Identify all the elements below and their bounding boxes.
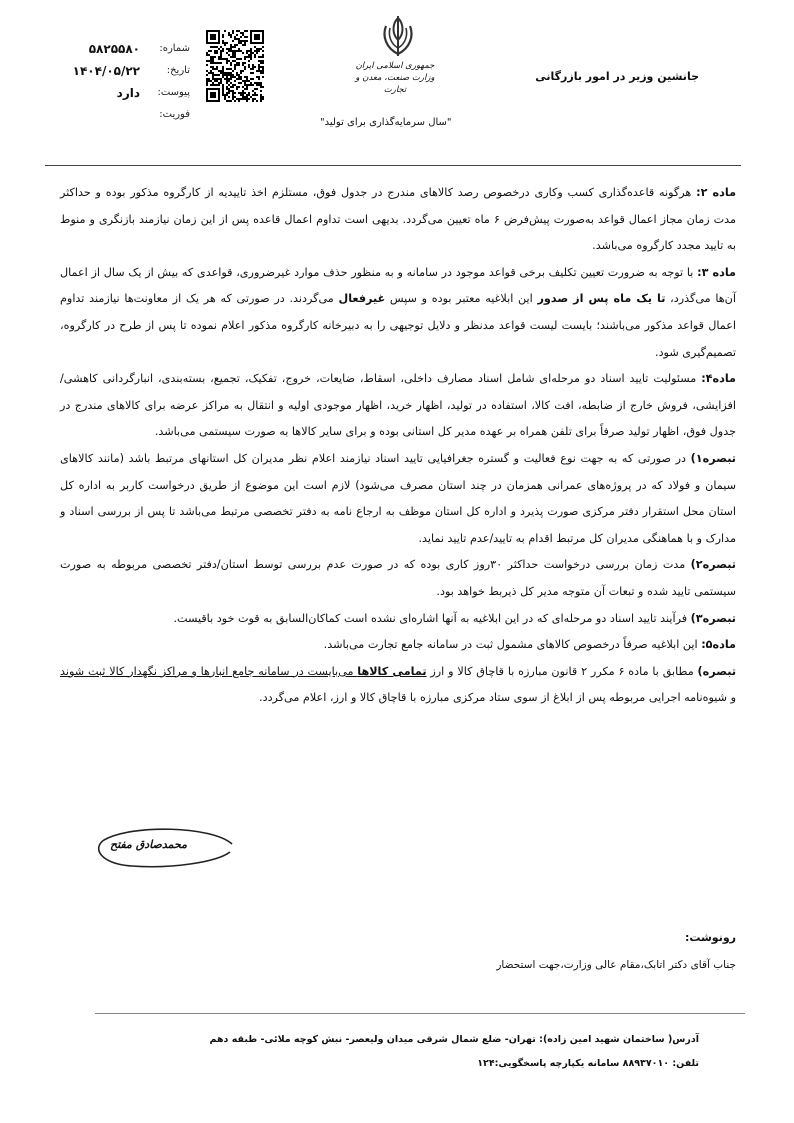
qr-code-icon <box>206 30 264 102</box>
letter-meta <box>60 38 190 126</box>
letter-number: ۵۸۲۵۵۸۰ <box>88 42 140 56</box>
signature <box>92 822 242 872</box>
meta-row-attachment: پیوست: دارد <box>60 82 190 104</box>
footer-phone: تلفن: ۸۸۹۳۷۰۱۰ سامانه یکپارچه پاسخگویی:۱۲۴ <box>477 1058 699 1069</box>
footer-divider <box>95 1013 745 1014</box>
note-3: تبصره۳) فرآیند تایید اسناد دو مرحله‌ای که در این ابلاغیه به آنها اشاره‌ای نشده است کماکان‌السابق به قوت خود باقیست. <box>173 611 736 625</box>
note-2: تبصره۲) مدت زمان بررسی درخواست حداکثر ۳۰روز کاری بوده که در صورت عدم بررسی توسط استان/دفتر تخصصی مربوطه به صورت سیستمی تایید شده و تبعات آن متوجه مدیر کل ذیربط خواهد بود. <box>60 558 736 598</box>
slogan: "سال سرمایه‌گذاری برای تولید" <box>320 117 452 128</box>
letter-date: ۱۴۰۴/۰۵/۲۲ <box>72 64 140 78</box>
header-divider <box>45 165 741 166</box>
footer-address: آدرس( ساختمان شهید امین زاده): تهران- ضلع شمال شرقی میدان ولیعصر- نبش کوچه ملائی- طبقه دهم <box>209 1034 699 1045</box>
note-1: تبصره۱) در صورتی که به جهت نوع فعالیت و گستره جغرافیایی تایید اسناد نیازمند اعلام نظر مدیران کل استانهای مرتبط باشد (مانند کالاهای سیمان و فولاد که در پروژه‌های عمرانی همزمان در چند استان مصرف می‌شود) لازم است این موضوع از طریق درخواست کاربر به اداره کل استان محل استقرار دفتر مرکزی صورت پذیرد و اداره کل استان موظف به ارجاع نامه به دفتر تخصصی مرتبط می‌باشد تا پس از بررسی اسناد و مدارک و با هماهنگی مدیران کل مرتبط اقدام به تایید/عدم تایید نماید. <box>60 451 736 545</box>
letter-body <box>60 180 736 712</box>
footer <box>210 1028 700 1076</box>
article-4: ماده۴: مسئولیت تایید اسناد دو مرحله‌ای شامل اسناد مصارف داخلی، اسقاط، ضایعات، خروج، تفکیک، تجمیع، بسته‌بندی، انبارگردانی کاهشی/ افزایشی، فروش خارج از ضابطه، افت کالا، استفاده در تولید، اظهار خرید، اظهار موجودی اولیه و انتقال به مراکز عرضه برای کالاهای مندرج در جدول فوق، اظهار تولید صرفاً برای تلفن همراه بر عهده مدیر کل استانی بوده و برای سایر کالاها به صورت سیستمی می‌باشد. <box>60 372 736 439</box>
article-2: ماده ۲: هرگونه قاعده‌گذاری کسب وکاری درخصوص رصد کالاهای مندرج در جدول فوق، مستلزم اخذ تاییدیه از کارگروه مذکور بوده و حداکثر مدت زمان مجاز اعمال قواعد به‌صورت پیش‌فرض ۶ ماه تعیین می‌گردد. بدیهی است تداوم اعمال قاعده پس از این زمان نیازمند بازنگری و منوط به تایید مجدد کارگروه می‌باشد. <box>60 186 737 253</box>
note-final: تبصره) مطابق با ماده ۶ مکرر ۲ قانون مبارزه با قاچاق کالا و ارز تمامی کالاها می‌بایست در سامانه جامع انبارها و مراکز نگهدار کالا ثبت شوند و شیوه‌نامه اجرایی مربوطه پس از ابلاغ از سوی ستاد مرکزی مبارزه با قاچاق کالا و ارز، اعلام می‌گردد. <box>60 664 737 705</box>
meta-row-urgency: فوریت: <box>159 109 190 120</box>
country-name: جمهوری اسلامی ایران <box>355 61 435 71</box>
article-3: ماده ۳: با توجه به ضرورت تعیین تکلیف برخی قواعد موجود در سامانه و به منظور حذف موارد غیرضروری، قواعدی که بیش از یک سال از اعمال آن‌ها می‌گذرد، تا یک ماه پس از صدور این ابلاغیه معتبر بوده و سپس غیرفعال می‌گردند. در صورتی که هر یک از معاونت‌ها نیازمند تداوم اعمال قواعد مذکور می‌باشند؛ بایست لیست قواعد مدنظر و دلایل توجیهی را به دبیرخانه کارگروه مذکور اعلام نموده تا پس از طرح در کارگروه، تصمیم‌گیری شود. <box>60 265 736 359</box>
ministry-name: وزارت صنعت، معدن و تجارت <box>355 73 435 95</box>
office-title: جانشین وزیر در امور بازرگانی <box>535 70 699 83</box>
meta-row-number: شماره: ۵۸۲۵۵۸۰ <box>60 38 190 60</box>
copy-to-title: رونوشت: <box>684 931 736 944</box>
meta-row-date: تاریخ: ۱۴۰۴/۰۵/۲۲ <box>60 60 190 82</box>
article-5: ماده۵: این ابلاغیه صرفاً درخصوص کالاهای مشمول ثبت در سامانه جامع تجارت می‌باشد. <box>323 638 736 652</box>
ministry-logo-text <box>345 60 445 96</box>
copy-to-recipient: جناب آقای دکتر اتابک،مقام عالی وزارت،جهت استحضار <box>496 959 736 971</box>
signatory-name: محمدصادق مفتح <box>110 838 187 851</box>
letter-attachment: دارد <box>116 86 140 100</box>
iran-emblem-icon <box>378 14 418 60</box>
